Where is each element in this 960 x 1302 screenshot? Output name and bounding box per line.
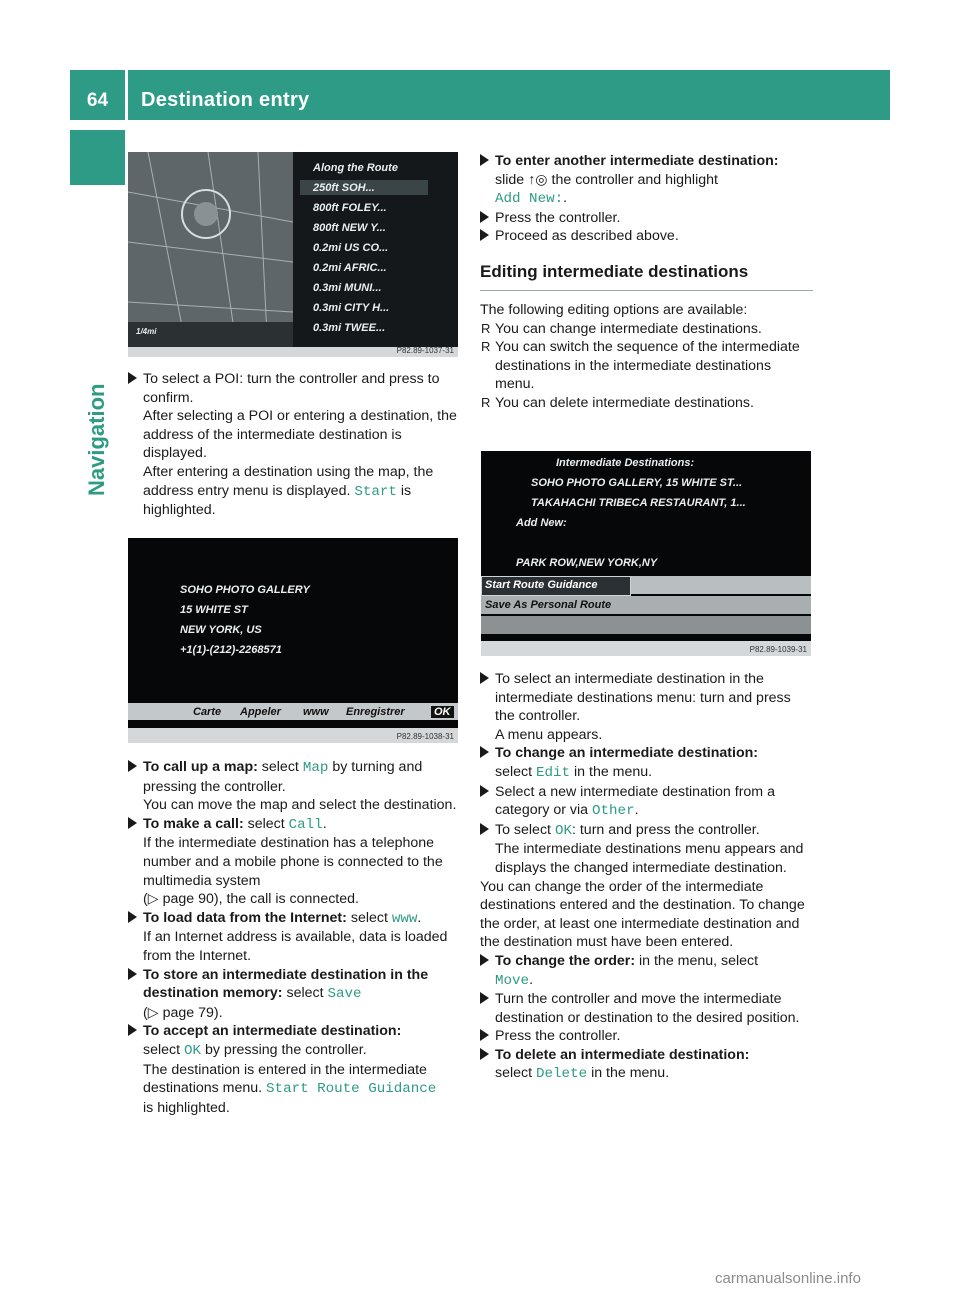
step-turn-move: Turn the controller and move the intermediate destination or destination to the desired position. xyxy=(480,990,813,1027)
figure-map-screen xyxy=(128,152,458,357)
step-call-map: To call up a map: select Map by turning and pressing the controller. You can move the map and select the destination. xyxy=(128,758,461,815)
arrow-icon xyxy=(128,911,137,923)
map-list-row: 0.2mi AFRIC... xyxy=(313,262,387,274)
bullet-item: R You can change intermediate destinations. xyxy=(481,320,762,337)
intermediate-title: Intermediate Destinations: xyxy=(556,457,695,469)
arrow-icon xyxy=(480,229,489,241)
step-proceed: Proceed as described above. xyxy=(480,227,813,246)
right-column-lower xyxy=(480,670,813,1084)
arrow-icon xyxy=(480,992,489,1004)
arrow-icon xyxy=(480,1029,489,1041)
map-list-row: 0.2mi US CO... xyxy=(313,242,389,254)
address-menu-item[interactable]: OK xyxy=(431,706,454,718)
arrow-icon xyxy=(480,823,489,835)
step-press: Press the controller. xyxy=(480,209,813,228)
address-line: NEW YORK, US xyxy=(180,624,262,636)
section-title: Destination entry xyxy=(141,89,310,111)
step-make-call: To make a call: select Call. If the intermediate destination has a telephone number and a mobile phone is connected to the multimedia system (▷ page 90), the call is connected. xyxy=(128,815,461,909)
header-divider xyxy=(125,70,128,120)
figure-caption: P82.89-1037-31 xyxy=(396,346,454,355)
step-store-destination: To store an intermediate destination in the destination memory: select Save (▷ page 79). xyxy=(128,966,461,1023)
intermediate-row[interactable]: Add New: xyxy=(516,517,567,529)
map-scale: 1/4mi xyxy=(136,327,157,336)
bullet-item: R You can switch the sequence of the intermediate destinations in the intermediate destinations menu. xyxy=(481,339,800,393)
step-accept-destination: To accept an intermediate destination: select OK by pressing the controller. The destination is entered in the intermediate destinations menu. Start Route Guidance is highlighted. xyxy=(128,1022,461,1117)
intermediate-row[interactable]: TAKAHACHI TRIBECA RESTAURANT, 1... xyxy=(531,497,746,509)
arrow-icon xyxy=(480,672,489,684)
left-column-lower xyxy=(128,758,461,1117)
figure-intermediate-screen xyxy=(481,451,811,656)
order-paragraph: You can change the order of the intermediate destinations entered and the destination. To change the order, at least one intermediate destination and the destination must have been entered. xyxy=(480,878,805,951)
step-text: After selecting a POI or entering a destination, the address of the intermediate destination is displayed. xyxy=(143,408,457,462)
intermediate-menu-item[interactable]: Start Route Guidance xyxy=(485,579,598,591)
step-change-intermediate: To change an intermediate destination: select Edit in the menu. xyxy=(480,744,813,782)
arrow-icon xyxy=(480,1048,489,1060)
step-select-poi xyxy=(128,370,461,520)
address-menu-bar xyxy=(128,703,458,720)
bullet-item: R You can delete intermediate destinations. xyxy=(481,394,754,411)
step-delete: To delete an intermediate destination: select Delete in the menu. xyxy=(480,1046,813,1084)
step-select-intermediate: To select an intermediate destination in the intermediate destinations menu: turn and press the controller. A menu appears. xyxy=(480,670,813,744)
step-select-ok: To select OK: turn and press the controller. The intermediate destinations menu appears and displays the changed intermediate destination. xyxy=(480,821,813,878)
arrow-icon xyxy=(480,154,489,166)
arrow-icon xyxy=(480,211,489,223)
map-graphic xyxy=(128,152,458,357)
page-number: 64 xyxy=(86,90,109,111)
arrow-icon xyxy=(128,968,137,980)
map-list-row: 800ft NEW Y... xyxy=(313,222,386,234)
step-enter-another: To enter another intermediate destination: slide ↑◎ the controller and highlight Add New:. xyxy=(480,152,813,209)
figure-caption: P82.89-1039-31 xyxy=(749,645,807,654)
step-press-2: Press the controller. xyxy=(480,1027,813,1046)
arrow-icon xyxy=(128,372,137,384)
figure-address-screen xyxy=(128,538,458,743)
arrow-icon xyxy=(128,760,137,772)
figure-caption: P82.89-1038-31 xyxy=(396,732,454,741)
intermediate-row[interactable]: SOHO PHOTO GALLERY, 15 WHITE ST... xyxy=(531,477,743,489)
map-list-row: 0.3mi TWEE... xyxy=(313,322,386,334)
intermediate-row[interactable]: PARK ROW,NEW YORK,NY xyxy=(516,557,658,569)
step-text: To select a POI: turn the controller and press to confirm. xyxy=(143,371,440,406)
step-change-order: To change the order: in the menu, select Move. xyxy=(480,952,813,990)
arrow-icon xyxy=(128,817,137,829)
sidebar-label: Navigation xyxy=(84,383,109,496)
map-panel-title: Along the Route xyxy=(313,162,398,174)
address-line: SOHO PHOTO GALLERY xyxy=(180,584,310,596)
map-list-row: 0.3mi MUNI... xyxy=(313,282,382,294)
map-list-row: 800ft FOLEY... xyxy=(313,202,387,214)
left-column xyxy=(128,370,461,520)
footer-watermark: carmanualsonline.info xyxy=(715,1270,861,1287)
map-list-row: 0.3mi CITY H... xyxy=(313,302,390,314)
step-text: After entering a destination using the map, the address entry menu is displayed. Start is highlighted. xyxy=(143,463,434,519)
right-column xyxy=(480,152,813,413)
subheading: Editing intermediate destinations xyxy=(480,262,813,291)
step-select-new: Select a new intermediate destination from a category or via Other. xyxy=(480,783,813,821)
arrow-icon xyxy=(480,954,489,966)
address-line: 15 WHITE ST xyxy=(180,604,248,616)
arrow-icon xyxy=(128,1024,137,1036)
intermediate-menu-item[interactable]: Save As Personal Route xyxy=(485,599,612,611)
intro-text: The following editing options are available: xyxy=(480,301,748,318)
step-load-internet: To load data from the Internet: select www. If an Internet address is available, data is loaded from the Internet. xyxy=(128,909,461,966)
arrow-icon xyxy=(480,785,489,797)
address-menu-item[interactable]: Enregistrer xyxy=(346,706,405,718)
sidebar-strip xyxy=(70,130,125,185)
menu-back-bg xyxy=(481,616,811,634)
address-line: +1(1)-(212)-2268571 xyxy=(180,644,282,656)
address-menu-item[interactable]: www xyxy=(303,706,329,718)
address-menu-item[interactable]: Appeler xyxy=(240,706,281,718)
address-menu-item[interactable]: Carte xyxy=(193,706,222,718)
map-list-row: 250ft SOH... xyxy=(313,182,375,194)
arrow-icon xyxy=(480,746,489,758)
